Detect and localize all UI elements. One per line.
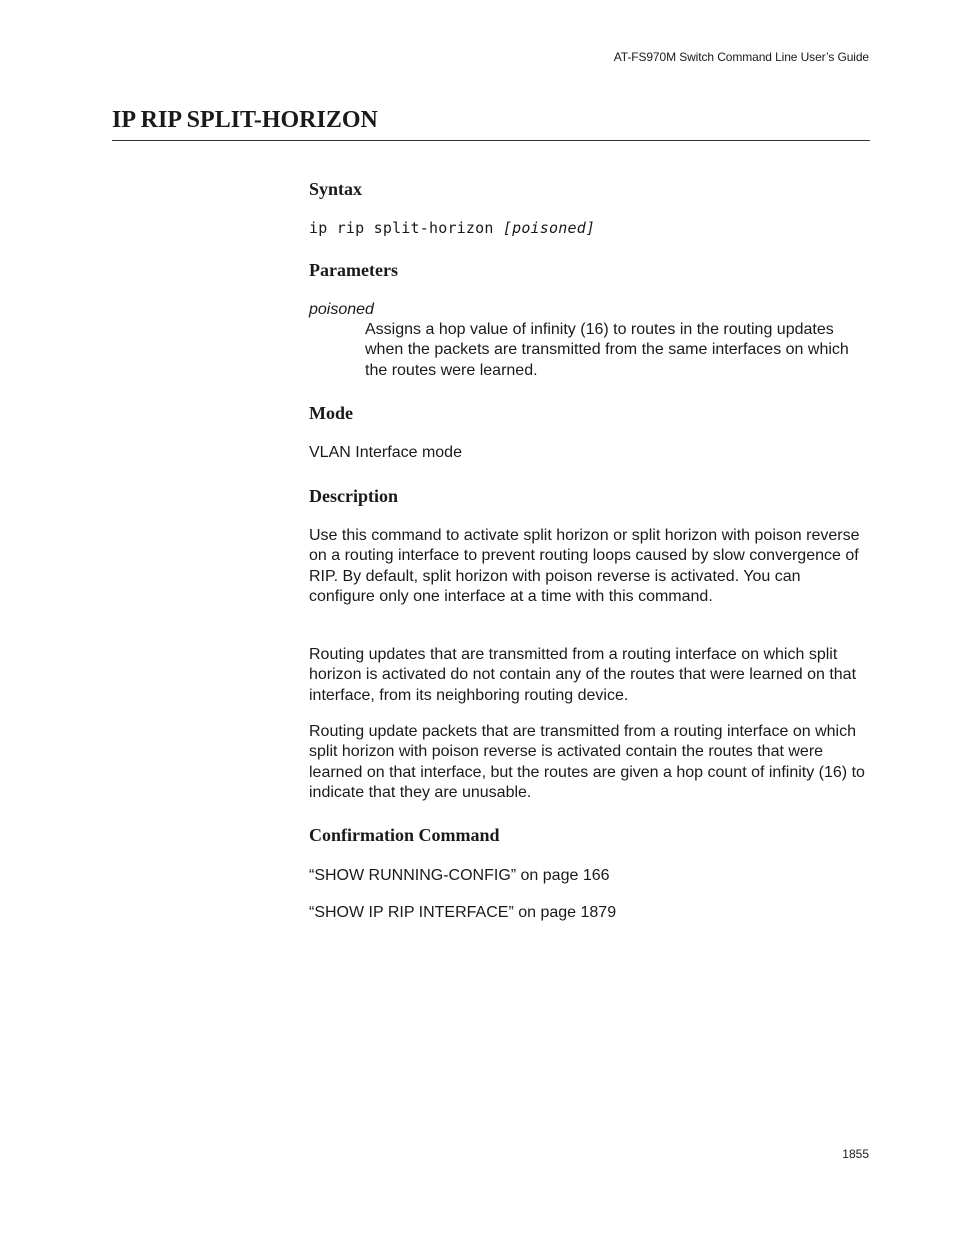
- confirmation-link-running-config[interactable]: “SHOW RUNNING-CONFIG” on page 166: [309, 867, 610, 884]
- description-paragraph: Routing update packets that are transmitted from a routing interface on which split horizon with poison reverse is activated contain the routes that were learned on that interface, but the routes are given a hop count of infinity (16) to indicate that they are unusable.: [309, 723, 865, 801]
- parameter-description: Assigns a hop value of infinity (16) to routes in the routing updates when the packets are transmitted from the same interfaces on which the routes were learned.: [365, 321, 849, 379]
- syntax-optional-param: [poisoned]: [502, 219, 596, 237]
- mode-text: VLAN Interface mode: [309, 444, 462, 461]
- page-title: IP RIP SPLIT-HORIZON: [112, 107, 378, 133]
- parameters-heading: Parameters: [309, 260, 398, 280]
- confirmation-heading: Confirmation Command: [309, 825, 500, 845]
- parameter-name: poisoned: [309, 301, 374, 318]
- title-rule: [112, 140, 870, 141]
- syntax-command-text: ip rip split-horizon: [309, 219, 503, 237]
- confirmation-link-ip-rip-interface[interactable]: “SHOW IP RIP INTERFACE” on page 1879: [309, 904, 617, 921]
- description-paragraph: Routing updates that are transmitted from a routing interface on which split horizon is activated do not contain any of the routes that were learned on that interface, from its neighboring routing device.: [309, 646, 857, 704]
- mode-heading: Mode: [309, 403, 353, 423]
- syntax-command: [309, 219, 595, 237]
- running-header: AT-FS970M Switch Command Line User’s Guide: [613, 50, 869, 64]
- syntax-heading: Syntax: [309, 179, 363, 199]
- page-number: 1855: [842, 1147, 869, 1161]
- description-paragraph: Use this command to activate split horizon or split horizon with poison reverse on a routing interface to prevent routing loops caused by slow convergence of RIP. By default, split horizon with poison reverse is activated. You can configure only one interface at a time with this command.: [309, 527, 860, 605]
- description-heading: Description: [309, 486, 398, 506]
